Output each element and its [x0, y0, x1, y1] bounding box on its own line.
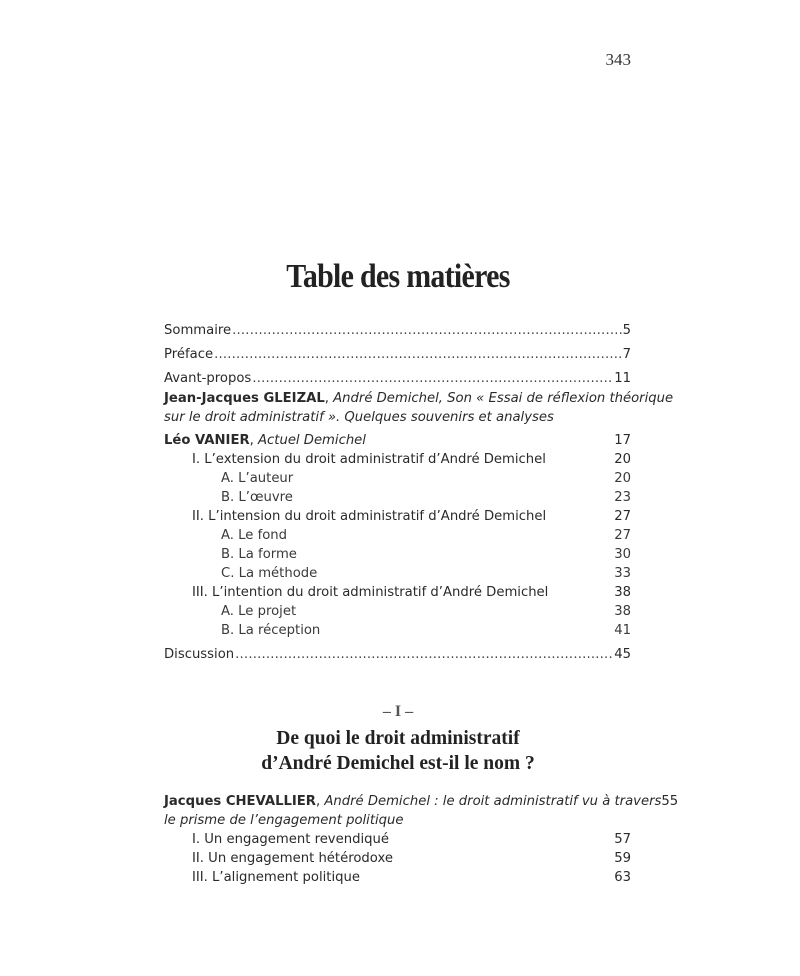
toc-subentry[interactable] [164, 488, 631, 507]
entry-page: 55 [661, 794, 679, 809]
entry-title-cont: sur le droit administratif ». Quelques souvenirs et analyses [164, 410, 554, 425]
toc-front-matter [164, 320, 631, 393]
entry-page: 17 [614, 433, 631, 448]
toc-subentry[interactable] [164, 526, 631, 545]
toc-entry-gleizal[interactable] [164, 389, 674, 427]
toc-subentry[interactable] [164, 830, 631, 849]
part-title-line: De quoi le droit administratif [276, 728, 520, 749]
page-number: 343 [605, 50, 631, 69]
toc-entry-vanier [164, 431, 631, 640]
toc-subentry[interactable] [164, 545, 631, 564]
subentry-page: 33 [614, 566, 631, 581]
subentry-page: 63 [614, 870, 631, 885]
entry-page: 5 [622, 323, 631, 338]
toc-entry-chevallier [164, 792, 679, 887]
toc-title: Table des matières [286, 258, 510, 295]
toc-subentry[interactable] [164, 564, 631, 583]
subentry-page: 59 [614, 851, 631, 866]
subentry-page: 20 [614, 471, 631, 486]
entry-label: Sommaire [164, 323, 232, 338]
entry-title: Actuel Demichel [258, 433, 366, 448]
separator: , [324, 391, 334, 406]
toc-entry-preface[interactable] [164, 345, 631, 368]
chevallier-subentries [164, 830, 631, 887]
subentry-page: 30 [614, 547, 631, 562]
subentry-label: III. L’intention du droit administratif d’André Demichel [192, 585, 549, 600]
leader-dots [214, 345, 622, 364]
subentry-page: 38 [614, 585, 631, 600]
entry-page: 45 [614, 647, 631, 662]
subentry-label: I. L’extension du droit administratif d’André Demichel [192, 452, 546, 467]
subentry-label: II. Un engagement hétérodoxe [192, 851, 393, 866]
subentry-label: B. L’œuvre [221, 490, 293, 505]
entry-label: Discussion [164, 647, 235, 662]
toc-subentry[interactable] [164, 602, 631, 621]
subentry-label: B. La forme [221, 547, 297, 562]
entry-title: André Demichel : le droit administratif vu à travers [324, 794, 662, 809]
subentry-label: C. La méthode [221, 566, 318, 581]
entry-page: 11 [614, 371, 631, 386]
entry-label: Avant-propos [164, 371, 252, 386]
part-title-line: d’André Demichel est-il le nom ? [261, 753, 535, 774]
subentry-page: 41 [614, 623, 631, 638]
toc-subentry[interactable] [164, 450, 631, 469]
entry-label: Préface [164, 347, 214, 362]
leader-dots [252, 369, 613, 388]
subentry-page: 27 [614, 528, 631, 543]
subentry-label: III. L’alignement politique [192, 870, 360, 885]
toc-subentry[interactable] [164, 849, 631, 868]
toc-entry-sommaire[interactable] [164, 321, 631, 344]
vanier-subentries [164, 450, 631, 640]
subentry-page: 27 [614, 509, 631, 524]
entry-title-cont: le prisme de l’engagement politique [164, 813, 404, 828]
separator: , [249, 433, 259, 448]
toc-subentry[interactable] [164, 469, 631, 488]
subentry-page: 23 [614, 490, 631, 505]
toc-subentry[interactable] [164, 583, 631, 602]
part-number: – I – [382, 703, 414, 720]
subentry-label: II. L’intension du droit administratif d’André Demichel [192, 509, 547, 524]
leader-dots [232, 321, 621, 340]
subentry-page: 20 [614, 452, 631, 467]
entry-author: Jacques CHEVALLIER [164, 794, 316, 809]
part-title [0, 726, 796, 776]
toc-subentry[interactable] [164, 621, 631, 640]
subentry-label: A. Le fond [221, 528, 288, 543]
subentry-label: B. La réception [221, 623, 321, 638]
subentry-page: 38 [614, 604, 631, 619]
toc-article-chevallier[interactable] [164, 792, 679, 811]
subentry-page: 57 [614, 832, 631, 847]
entry-title: André Demichel, Son « Essai de réflexion théorique [333, 391, 674, 406]
subentry-label: I. Un engagement revendiqué [192, 832, 389, 847]
entry-author: Jean-Jacques GLEIZAL [164, 391, 325, 406]
leader-dots [235, 645, 613, 664]
toc-entry-discussion[interactable] [164, 645, 631, 664]
toc-article-vanier[interactable] [164, 431, 631, 450]
toc-subentry[interactable] [164, 507, 631, 526]
entry-author: Léo VANIER [164, 433, 250, 448]
entry-page: 7 [622, 347, 631, 362]
subentry-label: A. L’auteur [221, 471, 294, 486]
separator: , [315, 794, 325, 809]
toc-subentry[interactable] [164, 868, 631, 887]
subentry-label: A. Le projet [221, 604, 297, 619]
